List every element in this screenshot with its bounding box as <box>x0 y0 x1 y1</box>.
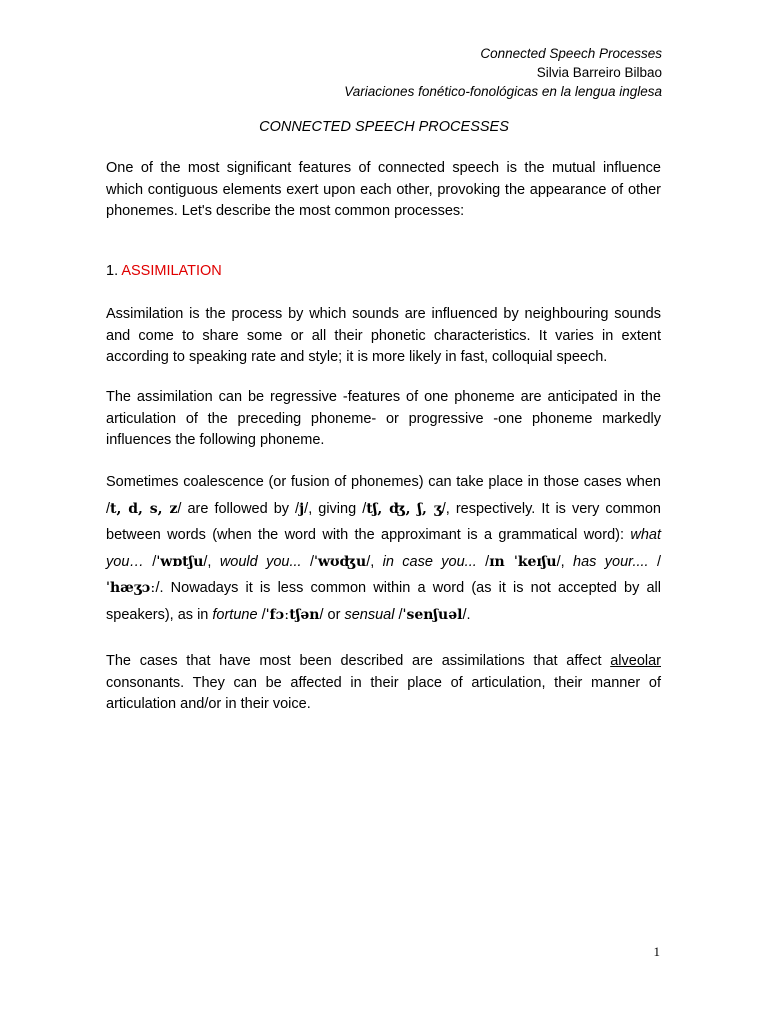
text-run: /, giving / <box>304 500 367 517</box>
phonetic-results: tʃ, ʤ, ʃ, ʒ <box>366 500 442 517</box>
text-run: The cases that have most been described are assimilations that affect <box>106 653 611 669</box>
document-title: CONNECTED SPEECH PROCESSES <box>259 119 509 135</box>
term-coalescence: coalescence <box>183 474 264 490</box>
text-run: /. Nowadays it is less common within a word (as it is not accepted by all speakers), as in <box>106 580 661 623</box>
example-fortune: fortune <box>212 606 258 623</box>
text-run: / or <box>319 606 345 623</box>
text-run: / <box>257 606 266 623</box>
page-number: 1 <box>653 944 660 959</box>
text-run: /, respectively. It is very common between words (when the word with the approximant is a grammatical word): <box>106 500 661 543</box>
alveolar-paragraph <box>106 651 661 716</box>
example-sensual: sensual <box>344 606 395 623</box>
section-heading <box>106 263 222 279</box>
intro-paragraph: One of the most significant features of connected speech is the mutual influence which contiguous elements exert upon each other, provoking the appearance of other phonemes. Let's describe the most common processes: <box>106 160 661 219</box>
text-run: /. <box>462 606 471 623</box>
text-run: /, <box>366 553 383 570</box>
text-run: /, <box>203 553 220 570</box>
text-run: Sometimes <box>106 474 184 490</box>
phonetic-example: ˈsenʃuəl <box>402 606 463 623</box>
phonetic-example: ˈwɒtʃu <box>156 553 204 570</box>
phonetic-j: j <box>299 500 305 517</box>
header-course: Variaciones fonético-fonológicas en la lengua inglesa <box>344 84 662 99</box>
header-author: Silvia Barreiro Bilbao <box>536 65 662 80</box>
text-run: / <box>648 553 662 570</box>
term-regressive: regressive <box>270 389 337 405</box>
example-what-you: what you… <box>106 527 661 570</box>
coalescence-paragraph <box>106 469 661 628</box>
direction-paragraph <box>106 387 661 452</box>
definition-paragraph: Assimilation is the process by which sounds are influenced by neighbouring sounds and come to share some or all their phonetic characteristics. It varies in extent according to speaking rate and style; it is more likely in fast, colloquial speech. <box>106 306 661 365</box>
text-run: -features of one phoneme are anticipated in the articulation of the preceding phoneme- or <box>106 389 661 427</box>
phonetic-example: ˈfɔːtʃən <box>265 606 320 623</box>
example-has-your: has your.... <box>573 553 649 570</box>
phonetic-example: ɪn ˈkeɪʃu <box>489 553 557 570</box>
phonetic-example: ˈhæʒɔː <box>106 580 156 596</box>
example-in-case-you: in case you... <box>382 553 477 570</box>
running-header <box>344 44 662 101</box>
text-run: /, <box>556 553 574 570</box>
phonetic-example: ˈwʊʤu <box>313 553 367 570</box>
term-progressive: progressive <box>408 410 484 427</box>
text-run: (or fusion of phonemes) can take place in those cases when / <box>106 474 661 517</box>
text-run: / <box>143 553 157 570</box>
alveolar-link[interactable]: alveolar <box>610 653 661 669</box>
text-run: / <box>476 553 490 570</box>
text-run: / <box>394 606 403 623</box>
text-run: / <box>301 553 314 570</box>
section-number: 1. <box>106 263 119 279</box>
text-run: / are followed by / <box>177 500 300 517</box>
text-run: consonants. They can be affected in their place of articulation, their manner of articulation and/or in their voice. <box>106 674 661 712</box>
text-run: The assimilation can be <box>106 389 271 405</box>
header-document-title: Connected Speech Processes <box>480 46 662 61</box>
section-name: ASSIMILATION <box>121 263 222 279</box>
example-would-you: would you... <box>219 553 302 570</box>
phonetic-sounds: t, d, s, z <box>110 500 178 517</box>
text-run: -one phoneme markedly influences the following phoneme. <box>106 410 661 448</box>
